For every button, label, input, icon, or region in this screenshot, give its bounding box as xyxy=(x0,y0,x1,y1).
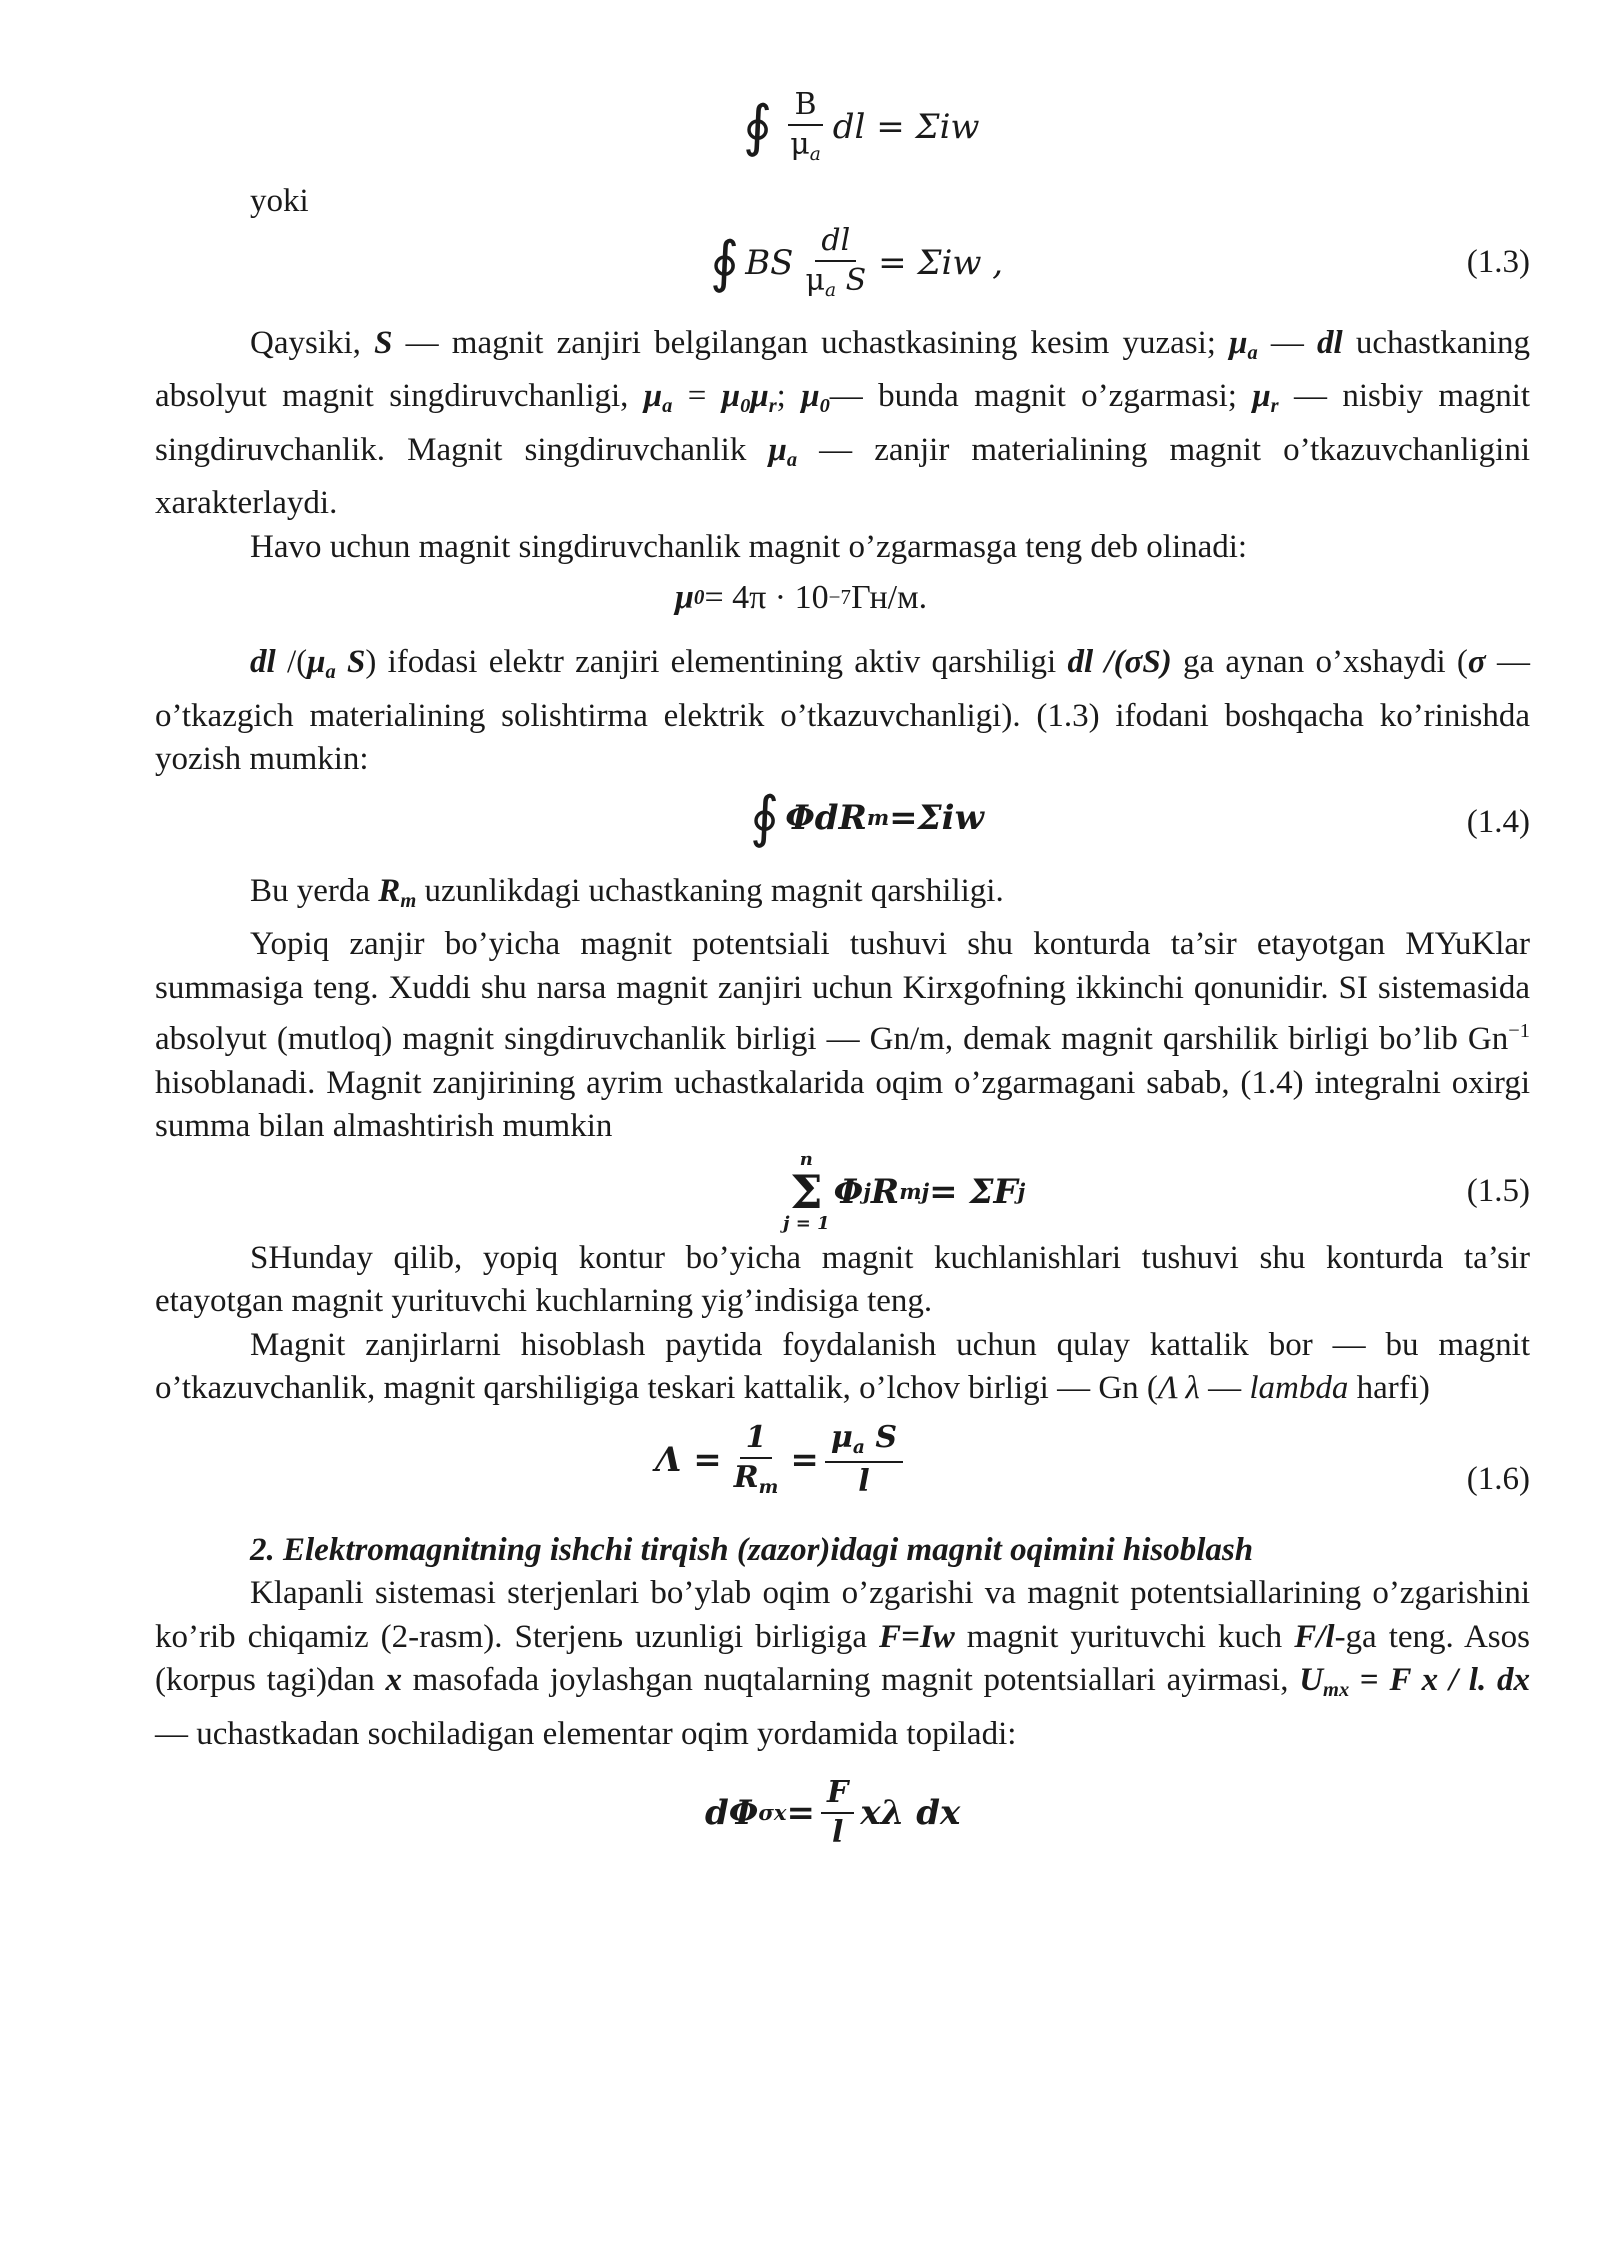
equation-1-4-formula: ∮ ΦdR m =Σiw xyxy=(750,784,984,850)
paragraph-4: Bu yerda $R_m$ uzunlikdagi uchastkaning magnit qarshiligi. xyxy=(250,872,1004,912)
equation-1-6 xyxy=(155,1411,1530,1529)
equation-number: (1.6) xyxy=(1466,1460,1530,1497)
equation-1-6-formula: Λ = $\frac{1}{R_m}$ = $\frac{\mu_a S}{l}$ xyxy=(655,1423,909,1498)
paragraph-2: Havo uchun magnit singdiruvchanlik magnit o’zgarmasga teng deb olinadi: xyxy=(250,528,1248,565)
paragraph-3: dl $/(\mu_a$ S) ifodasi elektr zanjiri elementining aktiv qarshiligi dl /(σS) ga aynan o’xshaydi (σ — o’tkazgich materialining solishtirma elektrik o’tkazuvchanligi). (1.3) ifodani boshqacha ko’rinishda yozish mumkin: xyxy=(155,644,1531,777)
paragraph-7: Magnit zanjirlarni hisoblash paytida foydalanish uchun qulay kattalik bor — bu magnit o’tkazuvchanlik, magnit qarshiligiga teskari kattalik, o’lchov birligi — Gn (Λ λ — lambda harfi) xyxy=(155,1326,1530,1406)
contour-integral-icon: ∮ xyxy=(743,94,773,160)
equation-last-formula: dΦ σx = $\frac{F}{l}$ xλ dx xyxy=(705,1775,961,1850)
equation-number: (1.5) xyxy=(1466,1172,1530,1209)
equation-mu0 xyxy=(155,569,1530,631)
equation-number: (1.4) xyxy=(1466,803,1530,840)
document-body xyxy=(155,80,1530,1866)
equation-1-5-formula: n Σ j = 1 Φ j R mj = ΣF j xyxy=(783,1148,1026,1234)
equation-1-3 xyxy=(155,224,1530,322)
equation-number: (1.3) xyxy=(1466,243,1530,280)
equation-top-formula: ∮ $\frac{B}{\mu_a}$ dl = Σiw xyxy=(743,87,980,165)
fraction: $\frac{\mu_a S}{l}$ xyxy=(825,1423,903,1498)
paragraph-1: Qaysiki, S — magnit zanjiri belgilangan uchastkasining kesim yuzasi; $\mu_a$ — dl uchastkaning absolyut magnit singdiruvchanligi, $\mu_a = \mu_0\mu_r$; $\mu_0—$ bunda magnit o’zgarmasi; $\mu_r$ — nisbiy magnit singdiruvchanlik. Magnit singdiruvchanlik $\mu_a$ — zanjir materialining magnit o’tkazuvchanligini xarakterlaydi. xyxy=(155,324,1531,521)
paragraph-5: Yopiq zanjir bo’yicha magnit potentsiali tushuvi shu konturda ta’sir etayotgan MYuKlar summasiga teng. Xuddi shu narsa magnit zanjiri uchun Kirxgofning ikkinchi qonunidir. SI sistemasida absolyut (mutloq) magnit singdiruvchanlik birligi — Gn/m, demak magnit qarshilik birligi bo’lib $Gn^{-1}$ hisoblanadi. Magnit zanjirining ayrim uchastkalarida oqim o’zgarmagani sabab, (1.4) integralni oxirgi summa bilan almashtirish mumkin xyxy=(155,926,1530,1144)
yoki-text: yoki xyxy=(250,183,309,219)
paragraph-6: SHunday qilib, yopiq kontur bo’yicha magnit kuchlanishlari tushuvi shu konturda ta’sir etayotgan magnit yurituvchi kuchlarning yig’indisiga teng. xyxy=(155,1239,1530,1319)
fraction: $\frac{1}{R_m}$ xyxy=(733,1419,779,1498)
paragraph-8: Klapanli sistemasi sterjenlari bo’ylab oqim o’zgarishi va magnit potentsiallarining o’zgarishini ko’rib chiqamiz (2-rasm). Sterjenь uzunligi birligiga F=Iw magnit yurituvchi kuch F/l-ga teng. Asos (korpus tagi)dan x masofada joylashgan nuqtalarning magnit potentsiallari ayirmasi, $U_{mx} = F$ x / l. dx — uchastkadan sochiladigan elementar oqim yordamida topiladi: xyxy=(155,1575,1530,1752)
fraction: $\frac{dl}{\mu_a S}$ xyxy=(805,222,867,301)
summation: n Σ j = 1 xyxy=(783,1148,830,1234)
equation-1-5 xyxy=(155,1149,1530,1237)
equation-last xyxy=(155,1756,1530,1866)
fraction: $\frac{B}{\mu_a}$ xyxy=(790,87,821,165)
fraction: $\frac{F}{l}$ xyxy=(821,1778,854,1848)
equation-top xyxy=(155,80,1530,180)
contour-integral-icon: ∮ xyxy=(750,784,780,850)
equation-1-4 xyxy=(155,782,1530,870)
equation-1-3-formula: ∮ BS $\frac{dl}{\mu_a S}$ = Σiw , xyxy=(710,222,1004,301)
contour-integral-icon: ∮ xyxy=(710,229,740,295)
section-heading: 2. Elektromagnitning ishchi tirqish (zazor)idagi magnit oqimini hisoblash xyxy=(250,1531,1254,1568)
equation-mu0-formula: μ 0 = 4π · 10 −7 Гн/м. xyxy=(675,579,928,616)
